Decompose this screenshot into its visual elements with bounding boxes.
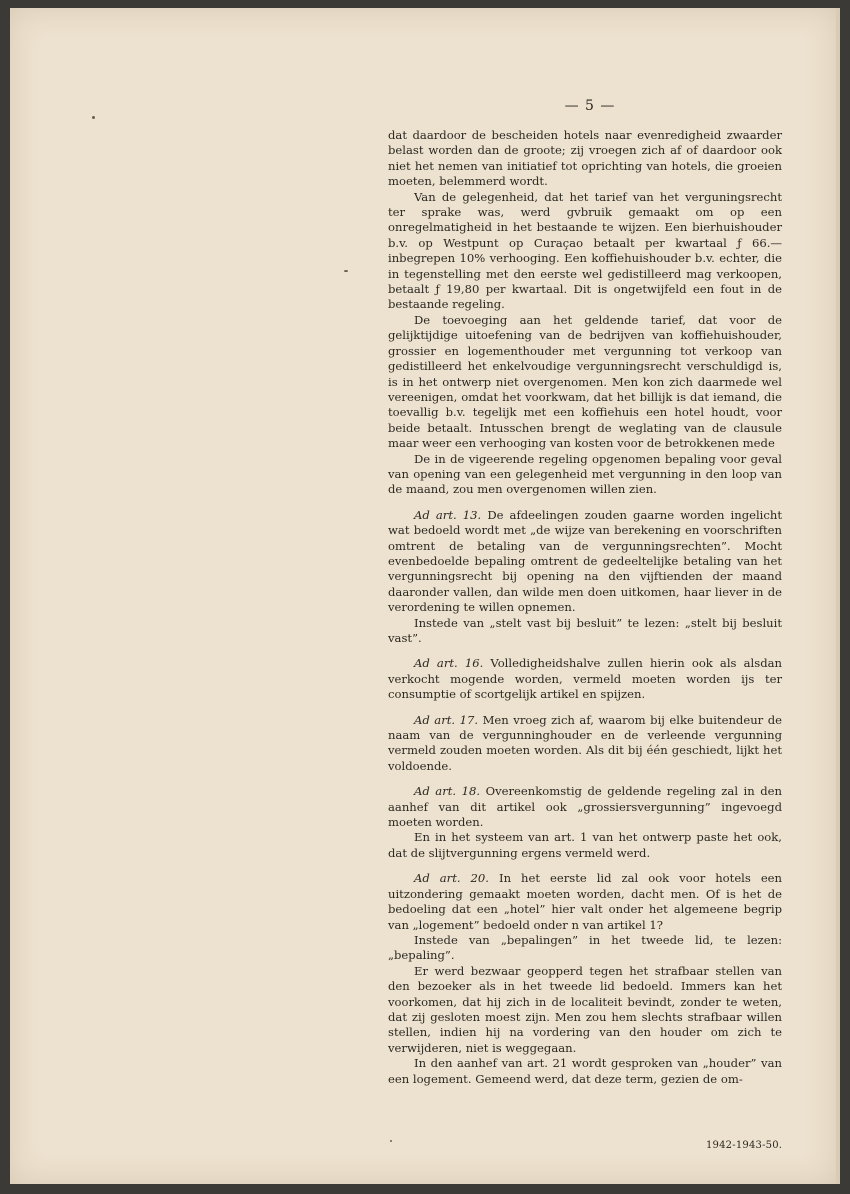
paragraph: Van de gelegenheid, dat het tarief van het verguningsrecht ter sprake was, werd gvbruik gemaakt om op een onregelmatigheid in het bestaande te wijzen. Een bierhuishouder b.v. op Westpunt op Curaçao betaalt per kwartaal ƒ 66.— inbegrepen 10% verhooging. Een koffiehuishouder b.v. echter, die in tegenstelling met den eerste wel gedistilleerd mag verkoopen, betaalt ƒ 19,80 per kwartaal. Dit is ongetwijfeld een fout in de bestaande regeling. [388, 189, 782, 312]
paragraph: Instede van „stelt vast bij besluit” te lezen: „stelt bij besluit vast”. [388, 615, 782, 645]
paragraph: dat daardoor de bescheiden hotels naar evenredigheid zwaarder belast worden dan de groote; zij vroegen zich af of daardoor ook niet het nemen van initiatief tot oprichting van hotels, die groeien moeten, belemmerd wordt. [388, 128, 782, 189]
body-text [388, 128, 782, 1087]
article-reference: Ad art. 18. [414, 784, 481, 799]
paper-speck [92, 116, 95, 119]
article-paragraph [388, 508, 782, 616]
paragraph: In den aanhef van art. 21 wordt gesproken van „houder” van een logement. Gemeend werd, dat deze term, gezien de om- [388, 1056, 782, 1086]
article-paragraph [388, 656, 782, 702]
article-paragraph [388, 871, 782, 933]
paper-speck [390, 1140, 392, 1142]
article-reference: Ad art. 13. [414, 507, 482, 522]
paragraph-text: In het eerste lid zal ook voor hotels een uitzondering gemaakt moeten worden, dacht men. Of is het de bedoeling dat een „hotel” hier valt onder het algemeene begrip van „logement” bedoeld onder n van artikel 1? [388, 871, 783, 932]
paragraph: Instede van „bepalingen” in het tweede lid, te lezen: „bepaling”. [388, 932, 782, 963]
paper-speck [344, 270, 348, 272]
article-reference: Ad art. 16. [414, 656, 484, 671]
paragraph: En in het systeem van art. 1 van het ontwerp paste het ook, dat de slijtvergunning ergens vermeld werd. [388, 830, 782, 860]
paragraph-text: Men vroeg zich af, waarom bij elke buitendeur de naam van de vergunninghouder en de verleende vergunning vermeld zouden moeten worden. Als dit bij één geschiedt, lijkt het voldoende. [388, 712, 783, 773]
document-id: 1942-1943-50. [706, 1140, 783, 1151]
paragraph-text: Overeenkomstig de geldende regeling zal in den aanhef van dit artikel ook „grossiersvergunning” ingevoegd moeten worden. [388, 784, 782, 830]
article-paragraph [388, 784, 782, 830]
paragraph: De in de vigeerende regeling opgenomen bepaling voor geval van opening van een gelegenheid met vergunning in den loop van de maand, zou men overgenomen willen zien. [388, 451, 782, 497]
article-paragraph [388, 713, 782, 775]
page-number: — 5 — [564, 98, 616, 114]
paragraph-text: Volledigheidshalve zullen hierin ook als alsdan verkocht mogende worden, vermeld moeten worden ijs ter consumptie of scortgelijk artikel en spijzen. [388, 656, 782, 702]
article-reference: Ad art. 17. [414, 712, 479, 727]
paragraph-text: De afdeelingen zouden gaarne worden ingelicht wat bedoeld wordt met „de wijze van berekening en voorschriften omtrent de betaling van de vergunningsrechten”. Mocht evenbedoelde bepaling omtrent de gedeeltelijke betaling van het vergunningsrecht bij opening na den vijftienden der maand daaronder vallen, dan wilde men doen uitkomen, haar liever in de verordening te willen opnemen. [388, 507, 783, 615]
article-reference: Ad art. 20. [414, 871, 489, 886]
paragraph: Er werd bezwaar geopperd tegen het strafbaar stellen van den bezoeker als in het tweede lid bedoeld. Immers kan het voorkomen, dat hij zich in de localiteit bevindt, zonder te weten, dat zij gesloten moest zijn. Men zou hem slechts strafbaar willen stellen, indien hij na vordering van den houder om zich te verwijderen, niet is weggegaan. [388, 963, 782, 1055]
paragraph: De toevoeging aan het geldende tarief, dat voor de gelijktijdige uitoefening van de bedrijven van koffiehuishouder, grossier en logementhouder met vergunning tot verkoop van gedistilleerd het enkelvoudige vergunningsrecht verschuldigd is, is in het ontwerp niet overgenomen. Men kon zich daarmede wel vereenigen, omdat het voorkwam, dat het billijk is dat iemand, die toevallig b.v. tegelijk met een koffiehuis een hotel houdt, voor beide betaalt. Intusschen brengt de weglating van de clausule maar weer een verhooging van kosten voor de betrokkenen mede [388, 312, 782, 451]
